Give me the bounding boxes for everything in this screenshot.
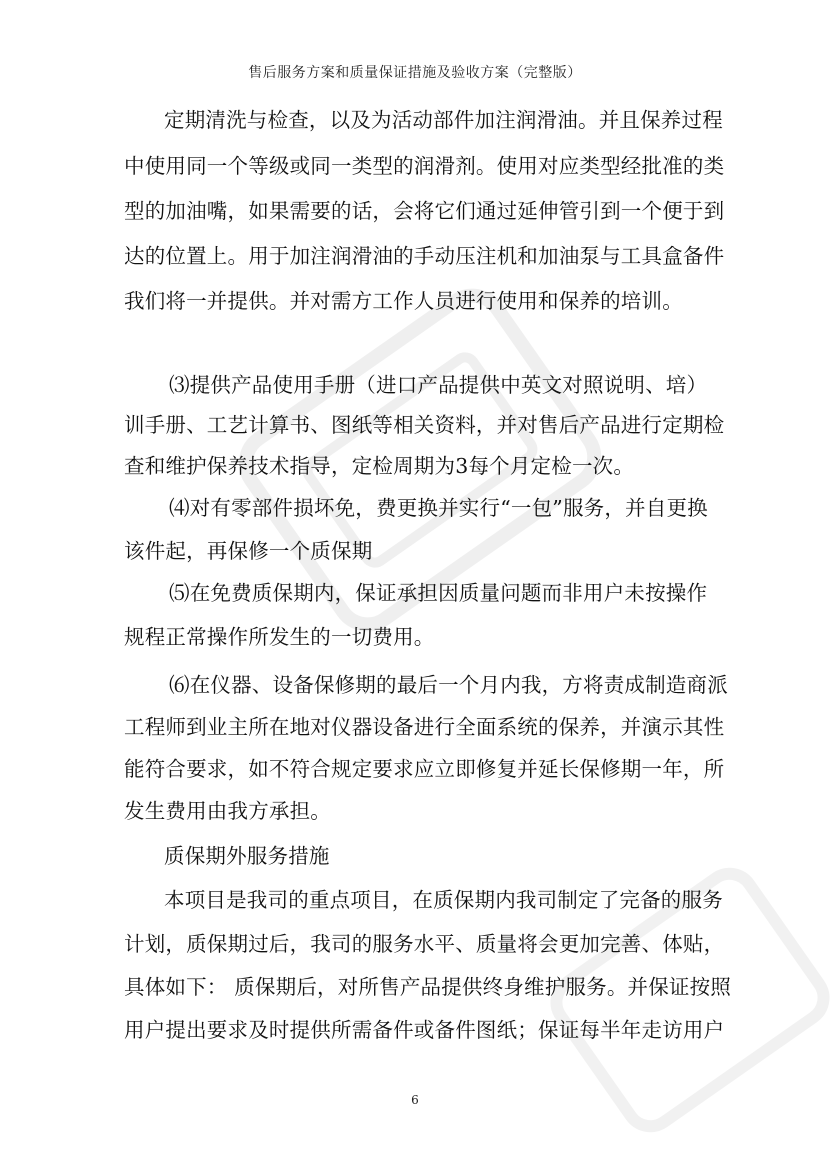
body-line: 工程师到业主所在地对仪器设备进行全面系统的保养，并演示其性 [124,715,725,739]
page-number: 6 [411,1093,419,1107]
running-header: 售后服务方案和质量保证措施及验收方案（完整版） [248,65,582,81]
body-line: 发生费用由我方承担。 [124,799,331,823]
body-line: 具体如下： 质保期后，对所售产品提供终身维护服务。并保证按照 [124,975,732,999]
body-line: 达的位置上。用于加注润滑油的手动压注机和加油泵与工具盒备件 [124,244,725,268]
body-line: ⑶提供产品使用手册（进口产品提供中英文对照说明、培） [169,373,708,397]
body-line: ⑹在仪器、设备保修期的最后一个月内我，方将责成制造商派 [169,673,728,697]
body-line: 该件起，再保修一个质保期 [124,539,373,563]
body-line: 查和维护保养技术指导，定检周期为3每个月定检一次。 [124,454,635,478]
body-line: 我们将一并提供。并对需方工作人员进行使用和保养的培训。 [124,289,683,313]
body-line: 用户提出要求及时提供所需备件或备件图纸；保证每半年走访用户 [124,1018,725,1042]
body-line: 计划，质保期过后，我司的服务水平、质量将会更加完善、体贴， [124,932,725,956]
body-line: 中使用同一个等级或同一类型的润滑剂。使用对应类型经批准的类 [124,154,725,178]
body-line: 本项目是我司的重点项目，在质保期内我司制定了完备的服务 [164,888,723,912]
body-line: 型的加油嘴，如果需要的话，会将它们通过延伸管引到一个便于到 [124,199,725,223]
body-line: 规程正常操作所发生的一切费用。 [124,625,435,649]
section-heading: 质保期外服务措施 [164,844,330,868]
body-line: 定期清洗与检查，以及为活动部件加注润滑油。并且保养过程 [164,108,723,132]
body-line: ⑸在免费质保期内，保证承担因质量问题而非用户未按操作 [169,581,708,605]
body-line: 训手册、工艺计算书、图纸等相关资料，并对售后产品进行定期检 [124,413,725,437]
body-line: 能符合要求，如不符合规定要求应立即修复并延长保修期一年，所 [124,757,725,781]
body-line: ⑷对有零部件损坏免，费更换并实行“一包”服务，并自更换 [169,496,708,520]
